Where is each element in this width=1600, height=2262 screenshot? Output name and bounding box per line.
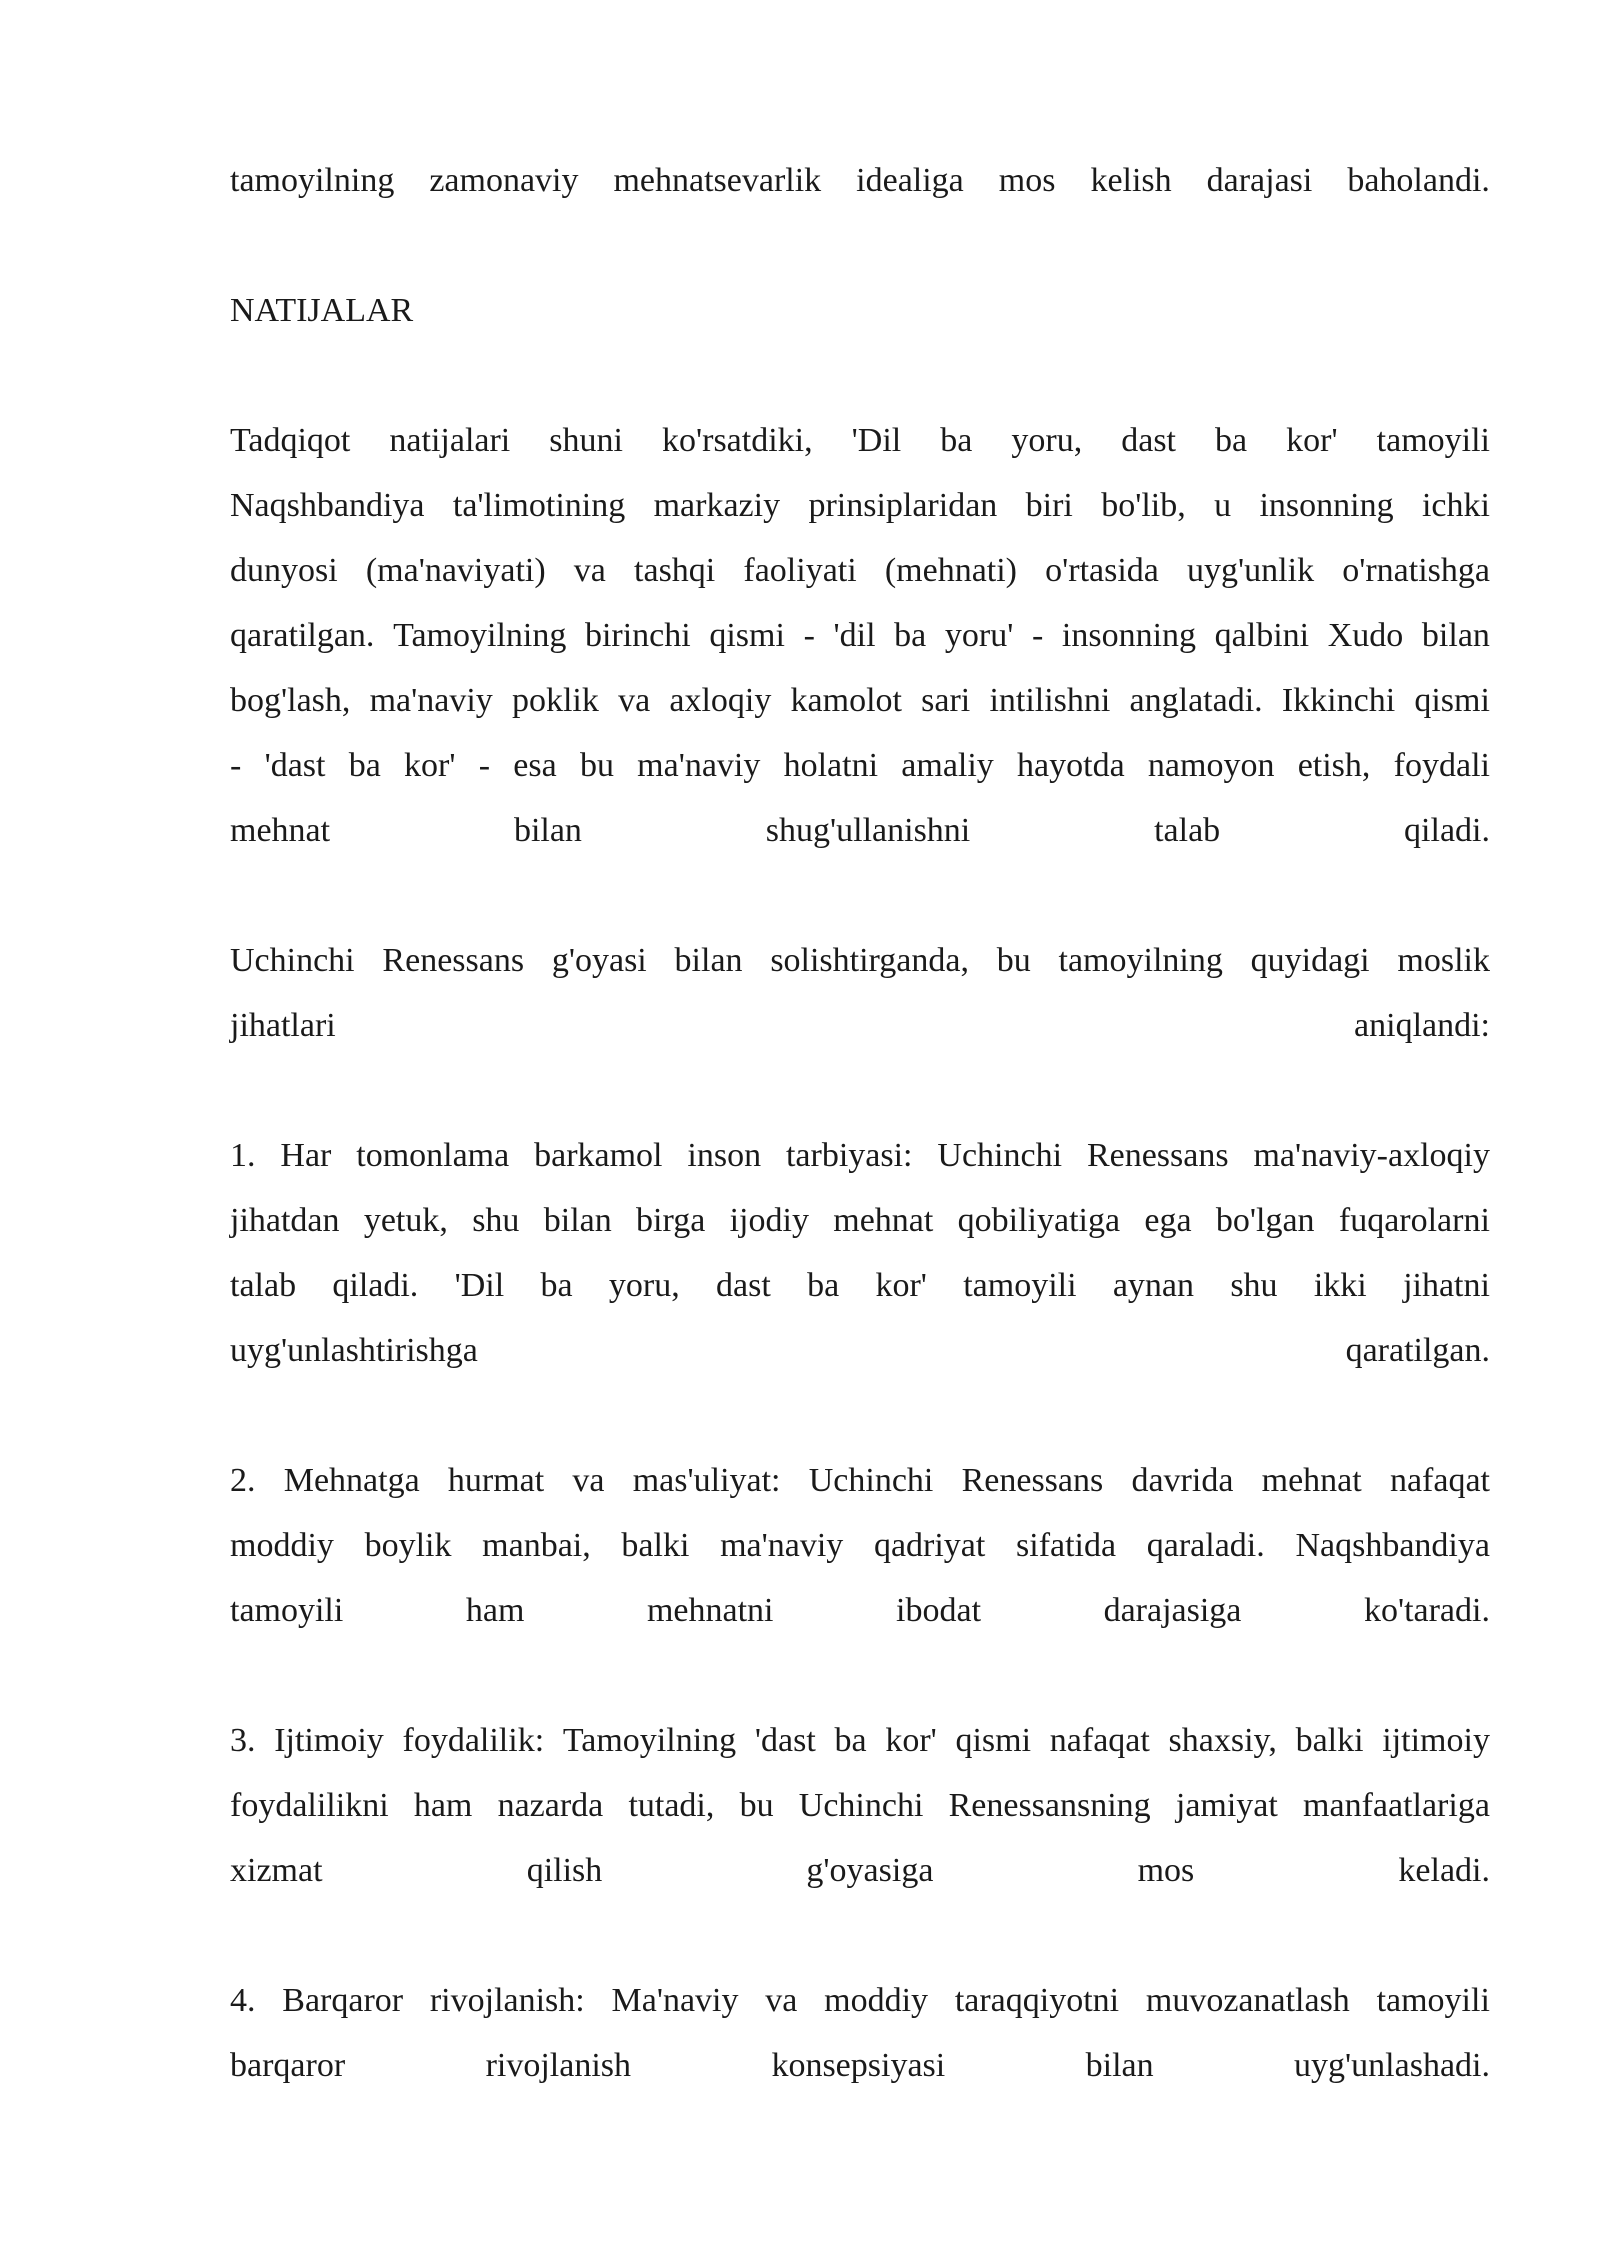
word: qobiliyatiga [957,1202,1121,1239]
paragraph-gap [230,343,1490,408]
word: Mehnatga [283,1462,420,1499]
word: holatni [783,747,879,784]
text-line [230,148,1490,213]
word: tomonlama [356,1137,510,1174]
word: qismi [955,1722,1032,1759]
word: shug'ullanishni [765,812,971,849]
word: kor' [1286,422,1338,459]
word: moddiy [824,1982,929,2019]
word: Uchinchi [230,942,355,979]
word: natijalari [389,422,511,459]
word: jamiyat [1175,1787,1278,1824]
word: Uchinchi [937,1137,1063,1174]
word: muvozanatlash [1145,1982,1350,2019]
word: 'Dil [851,422,902,459]
word: dast [716,1267,771,1304]
word: xizmat [230,1852,323,1889]
word: Tamoyilning [562,1722,737,1759]
word: Tamoyilning [393,617,567,654]
word: dunyosi [230,552,338,589]
word: tamoyili [1376,422,1490,459]
text-line [230,1708,1490,1773]
word: 'dast [264,747,326,784]
word: tamoyili [230,1592,344,1629]
word: Har [280,1137,332,1174]
word: mehnat [1261,1462,1362,1499]
word: Uchinchi [808,1462,934,1499]
word: qismi [709,617,785,654]
word: sifatida [1016,1527,1117,1564]
word: mehnat [833,1202,934,1239]
word: mas'uliyat: [632,1462,781,1499]
word: kor' [885,1722,937,1759]
text-line [230,798,1490,863]
word: quyidagi [1250,942,1370,979]
word: aniqlandi: [1354,1007,1490,1044]
word: (mehnati) [884,552,1017,589]
word: boylik [364,1527,452,1564]
word: ba [807,1267,840,1304]
word: tamoyilning [1058,942,1223,979]
word: ba [834,1722,867,1759]
word: - [1031,617,1044,654]
text-line [230,1968,1490,2033]
word: ibodat [896,1592,982,1629]
word: solishtirganda, [770,942,969,979]
word: nafaqat [1049,1722,1150,1759]
text-line [230,278,1490,343]
word: faoliyati [743,552,857,589]
paragraph-p5 [230,1708,1490,1903]
word: bo'lib, [1101,487,1186,524]
word: qaratilgan. [1345,1332,1490,1369]
word: insonning [1259,487,1394,524]
paragraph-p0 [230,148,1490,213]
word: amaliy [901,747,994,784]
word: bog'lash, [230,682,351,719]
word: 'dil [833,617,876,654]
word: tamoyili [963,1267,1077,1304]
word: darajasi [1206,162,1313,199]
word: ijtimoiy [1382,1722,1490,1759]
word: yoru' [944,617,1014,654]
word: etish, [1297,747,1371,784]
text-line [230,1123,1490,1188]
word: 'dast [754,1722,816,1759]
word: intilishni [989,682,1111,719]
word: rivojlanish: [429,1982,585,2019]
text-line [230,733,1490,798]
word: - [478,747,491,784]
word: Renessans [1086,1137,1229,1174]
paragraph-gap [230,213,1490,278]
word: ichki [1421,487,1490,524]
word: ham [413,1787,473,1824]
word: foydali [1393,747,1490,784]
word: balki [1295,1722,1364,1759]
word: zamonaviy [429,162,579,199]
word: foydalilikni [230,1787,389,1824]
word: barqaror [230,2047,346,2084]
word: ma'naviy [369,682,493,719]
word: ikki [1313,1267,1367,1304]
word: esa [513,747,557,784]
word: namoyon [1147,747,1275,784]
word: markaziy [653,487,781,524]
word: qiladi. [332,1267,419,1304]
word: nazarda [497,1787,604,1824]
word: tashqi [634,552,716,589]
paragraph-gap [230,1903,1490,1968]
line-text: NATIJALAR [230,292,414,329]
word: 4. [230,1982,256,2019]
word: moddiy [230,1527,334,1564]
word: qaraladi. [1146,1527,1265,1564]
paragraph-gap [230,1058,1490,1123]
word: va [765,1982,798,2019]
text-line [230,1448,1490,1513]
word: yetuk, [363,1202,448,1239]
word: nafaqat [1389,1462,1490,1499]
paragraph-p4 [230,1448,1490,1643]
word: bu [739,1787,774,1824]
text-line [230,1253,1490,1318]
paragraph-p1 [230,408,1490,863]
text-line [230,1513,1490,1578]
word: yoru, [608,1267,680,1304]
word: 2. [230,1462,256,1499]
word: idealiga [856,162,964,199]
word: taraqqiyotni [954,1982,1120,2019]
word: va [573,552,606,589]
word: ijodiy [729,1202,809,1239]
word: - [230,747,242,784]
word: uyg'unlashadi. [1294,2047,1490,2084]
word: ba [894,617,927,654]
word: bo'lgan [1215,1202,1315,1239]
word: g'oyasi [551,942,647,979]
word: mos [1137,1852,1195,1889]
word: va [572,1462,605,1499]
text-line [230,603,1490,668]
word: birinchi [584,617,691,654]
word: qalbini [1214,617,1310,654]
word: Renessansning [948,1787,1151,1824]
word: dast [1121,422,1177,459]
word: anglatadi. [1129,682,1263,719]
word: ma'naviy [720,1527,844,1564]
word: uyg'unlik [1187,552,1315,589]
text-line [230,473,1490,538]
word: ko'taradi. [1363,1592,1490,1629]
word: 3. [230,1722,256,1759]
word: qadriyat [873,1527,986,1564]
word: 1. [230,1137,256,1174]
word: shu [1230,1267,1278,1304]
word: talab [230,1267,297,1304]
word: mos [998,162,1056,199]
word: baholandi. [1347,162,1490,199]
word: manbai, [482,1527,591,1564]
text-line [230,1578,1490,1643]
word: bilan [1085,2047,1154,2084]
word: kamolot [790,682,902,719]
word: moslik [1397,942,1490,979]
word: shuni [549,422,623,459]
word: ba [540,1267,573,1304]
word: sari [921,682,971,719]
word: tarbiyasi: [785,1137,913,1174]
word: ma'naviy-axloqiy [1253,1137,1490,1174]
section-heading [230,278,1490,343]
word: bilan [513,812,582,849]
text-line [230,1318,1490,1383]
word: darajasiga [1103,1592,1242,1629]
word: Tadqiqot [230,422,351,459]
text-line [230,668,1490,733]
word: Uchinchi [798,1787,924,1824]
word: uyg'unlashtirishga [230,1332,478,1369]
word: aynan [1112,1267,1195,1304]
word: (ma'naviyati) [365,552,546,589]
paragraph-gap [230,1643,1490,1708]
word: manfaatlariga [1303,1787,1490,1824]
word: kelish [1090,162,1172,199]
word: Renessans [961,1462,1104,1499]
word: talab [1154,812,1221,849]
word: poklik [511,682,599,719]
word: bilan [674,942,743,979]
word: qaratilgan. [230,617,375,654]
text-line [230,408,1490,473]
word: biri [1025,487,1073,524]
word: shu [472,1202,520,1239]
word: shaxsiy, [1168,1722,1277,1759]
text-line [230,2033,1490,2098]
word: qismi [1414,682,1490,719]
word: ma'naviy [637,747,761,784]
word: tutadi, [628,1787,715,1824]
word: o'rnatishga [1342,552,1490,589]
paragraph-p2 [230,928,1490,1058]
text-line [230,1838,1490,1903]
word: Ikkinchi [1281,682,1396,719]
paragraph-gap [230,1383,1490,1448]
word: ta'limotining [452,487,626,524]
word: fuqarolarni [1338,1202,1490,1239]
word: ham [465,1592,525,1629]
word: mehnat [230,812,331,849]
word: Naqshbandiya [230,487,425,524]
word: hayotda [1017,747,1125,784]
word: birga [636,1202,706,1239]
word: tamoyili [1376,1982,1490,2019]
word: keladi. [1398,1852,1490,1889]
word: bu [579,747,614,784]
word: Xudo [1327,617,1404,654]
word: mehnatni [646,1592,774,1629]
text-line [230,538,1490,603]
paragraph-p3 [230,1123,1490,1383]
word: yoru, [1011,422,1083,459]
word: qiladi. [1404,812,1490,849]
word: Naqshbandiya [1295,1527,1490,1564]
word: jihatlari [230,1007,336,1044]
paragraph-p6 [230,1968,1490,2098]
word: qilish [526,1852,603,1889]
word: bu [996,942,1031,979]
word: davrida [1131,1462,1234,1499]
word: inson [687,1137,762,1174]
text-line [230,993,1490,1058]
word: konsepsiyasi [771,2047,946,2084]
word: bilan [543,1202,612,1239]
word: ba [348,747,381,784]
word: jihatdan [230,1202,340,1239]
word: 'Dil [454,1267,505,1304]
word: u [1214,487,1232,524]
word: ega [1144,1202,1192,1239]
word: Barqaror [282,1982,404,2019]
paragraph-gap [230,863,1490,928]
word: bilan [1421,617,1490,654]
document-page [230,148,1490,2098]
word: prinsiplaridan [808,487,998,524]
word: Ijtimoiy [274,1722,384,1759]
word: ba [940,422,973,459]
text-line [230,1188,1490,1253]
text-line [230,928,1490,993]
word: kor' [404,747,456,784]
word: Renessans [382,942,525,979]
word: balki [621,1527,690,1564]
word: jihatni [1403,1267,1490,1304]
word: ba [1215,422,1248,459]
word: rivojlanish [485,2047,632,2084]
word: hurmat [447,1462,545,1499]
word: o'rtasida [1045,552,1159,589]
word: - [803,617,815,654]
word: ko'rsatdiki, [662,422,813,459]
text-line [230,1773,1490,1838]
word: tamoyilning [230,162,395,199]
word: va [618,682,651,719]
word: mehnatsevarlik [613,162,822,199]
word: foydalilik: [402,1722,545,1759]
word: axloqiy [669,682,772,719]
word: barkamol [534,1137,663,1174]
word: insonning [1061,617,1197,654]
word: kor' [875,1267,927,1304]
word: g'oyasiga [806,1852,934,1889]
word: Ma'naviy [611,1982,739,2019]
